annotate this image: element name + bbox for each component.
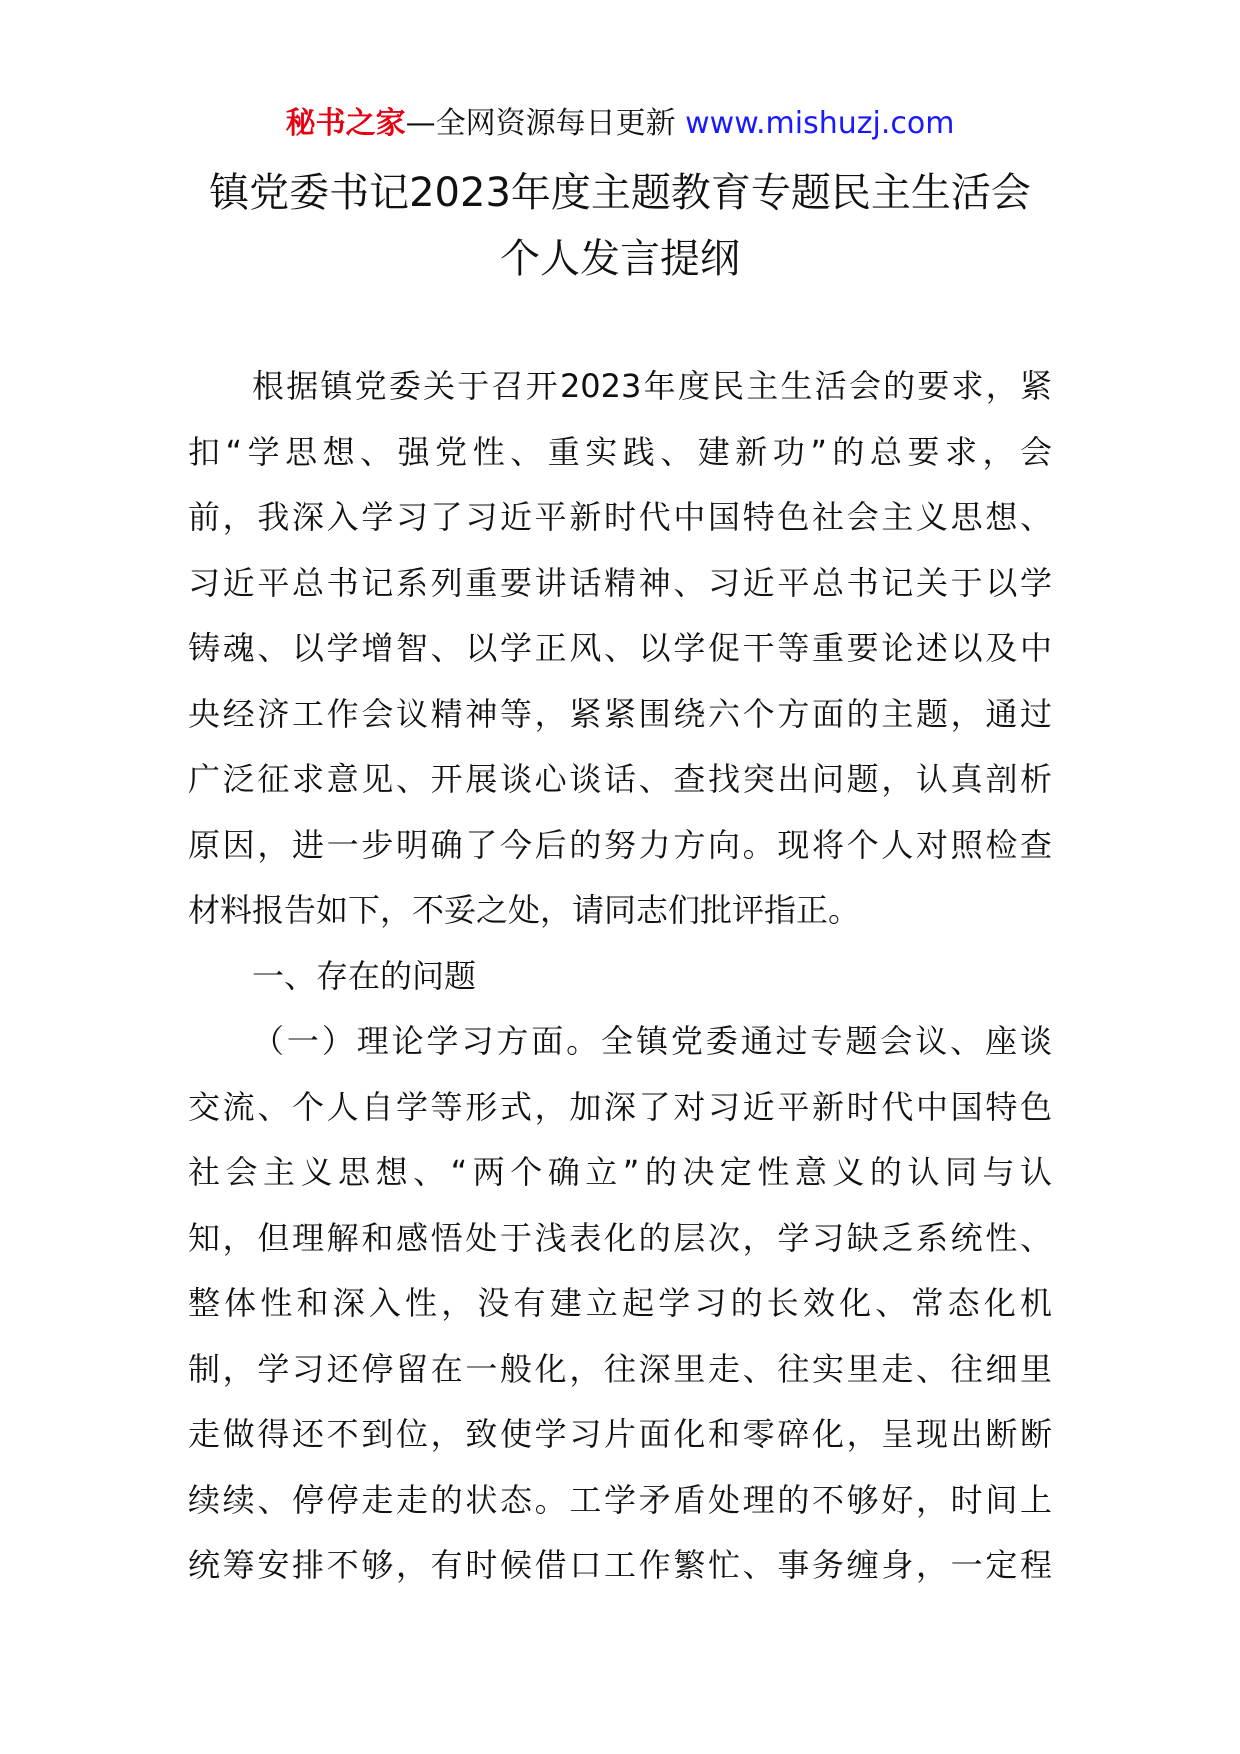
title-line-1: 镇党委书记2023年度主题教育专题民主生活会 bbox=[209, 170, 1031, 216]
paragraph-line: 续续、停停走走的状态。工学矛盾处理的不够好，时间上 bbox=[188, 1480, 1052, 1519]
document-title bbox=[0, 160, 1240, 292]
paragraph-line: 统筹安排不够，有时候借口工作繁忙、事务缠身，一定程 bbox=[188, 1546, 1052, 1584]
title-line-2: 个人发言提纲 bbox=[500, 236, 740, 282]
paragraph-line: 知，但理解和感悟处于浅表化的层次，学习缺乏系统性、 bbox=[188, 1218, 1052, 1257]
document-body bbox=[188, 354, 1052, 1599]
paragraph-line: 整体性和深入性，没有建立起学习的长效化、常态化机 bbox=[188, 1284, 1052, 1322]
watermark-header bbox=[0, 102, 1240, 146]
paragraph-line: 扣“学思想、强党性、重实践、建新功”的总要求，会 bbox=[188, 432, 1052, 471]
header-slogan: —全网资源每日更新 bbox=[405, 106, 686, 141]
paragraph-line: 根据镇党委关于召开2023年度民主生活会的要求，紧 bbox=[252, 367, 1052, 405]
paragraph-line: 制，学习还停留在一般化，往深里走、往实里走、往细里 bbox=[188, 1349, 1052, 1388]
brand-name: 秘书之家 bbox=[285, 106, 406, 141]
website-link[interactable]: www.mishuzj.com bbox=[685, 106, 955, 141]
paragraph-line: 前，我深入学习了习近平新时代中国特色社会主义思想、 bbox=[188, 498, 1052, 536]
paragraph-line: 交流、个人自学等形式，加深了对习近平新时代中国特色 bbox=[188, 1087, 1052, 1126]
paragraph-line: 社会主义思想、“两个确立”的决定性意义的认同与认 bbox=[188, 1153, 1052, 1191]
paragraph-line: 材料报告如下，不妥之处，请同志们批评指正。 bbox=[188, 891, 861, 929]
paragraph-line: 走做得还不到位，致使学习片面化和零碎化，呈现出断断 bbox=[188, 1415, 1052, 1453]
paragraph-line: 原因，进一步明确了今后的努力方向。现将个人对照检查 bbox=[188, 825, 1052, 864]
paragraph-line: （一）理论学习方面。全镇党委通过专题会议、座谈 bbox=[252, 1022, 1052, 1060]
paragraph-line: 央经济工作会议精神等，紧紧围绕六个方面的主题，通过 bbox=[188, 694, 1052, 733]
paragraph-line: 铸魂、以学增智、以学正风、以学促干等重要论述以及中 bbox=[188, 629, 1052, 667]
paragraph-line: 习近平总书记系列重要讲话精神、习近平总书记关于以学 bbox=[188, 563, 1052, 602]
paragraph-line: 广泛征求意见、开展谈心谈话、查找突出问题，认真剖析 bbox=[188, 760, 1052, 798]
section-heading: 一、存在的问题 bbox=[252, 956, 477, 995]
